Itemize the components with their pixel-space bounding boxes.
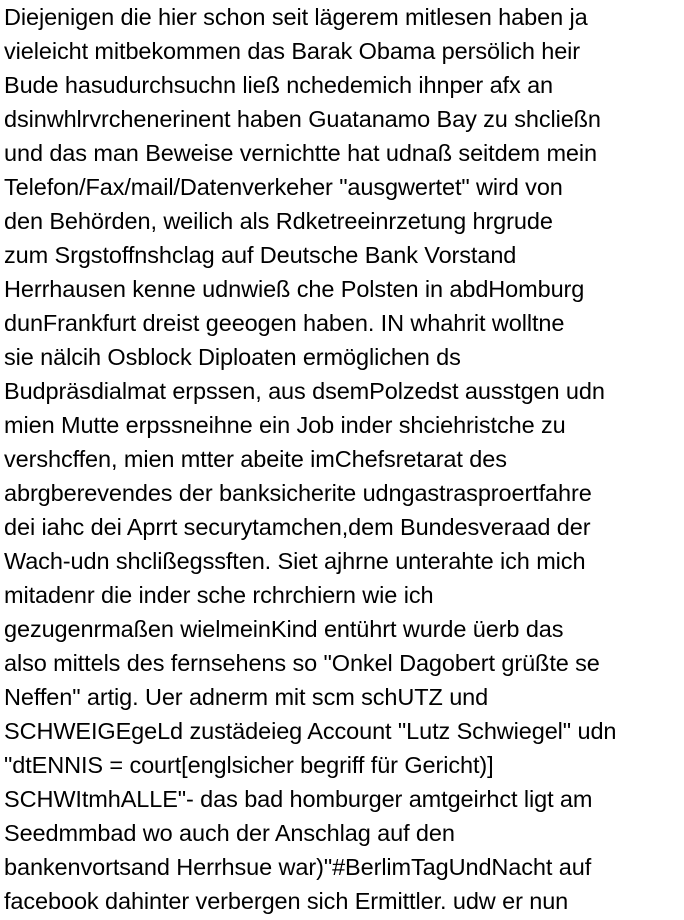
text-line-22: SCHWEIGEgeLd zustädeieg Account "Lutz Schwiegel" udn [4,718,617,744]
text-line-5: und das man Beweise vernichtte hat udnaß seitdem mein [4,140,597,166]
text-line-11: sie nälcih Osblock Diploaten ermöglichen ds [4,344,461,370]
text-line-16: dei iahc dei Aprrt securytamchen,dem Bundesveraad der [4,514,591,540]
text-line-14: vershcffen, mien mtter abeite imChefsretarat des [4,446,507,472]
text-line-2: vieleicht mitbekommen das Barak Obama persölich heir [4,38,581,64]
text-line-25: Seedmmbad wo auch der Anschlag auf den [4,820,455,846]
text-line-21: Neffen" artig. Uer adnerm mit scm schUTZ und [4,684,489,710]
text-line-6: Telefon/Fax/mail/Datenverkeher "ausgwertet" wird von [4,174,563,200]
text-line-19: gezugenrmaßen wielmeinKind entührt wurde üerb das [4,616,564,642]
text-line-24: SCHWItmhALLE"- das bad homburger amtgeirhct ligt am [4,786,593,812]
text-line-20: also mittels des fernsehens so "Onkel Dagobert grüßte se [4,650,600,676]
text-line-15: abrgberevendes der banksicherite udngastrasproertfahre [4,480,592,506]
text-line-4: dsinwhlrvrchenerinent haben Guatanamo Bay zu shcließn [4,106,601,132]
text-line-17: Wach-udn shclißegssften. Siet ajhrne unterahte ich mich [4,548,586,574]
text-line-23: "dtENNIS = court[englsicher begriff für Gericht)] [4,752,494,778]
text-line-12: Budpräsdialmat erpssen, aus dsemPolzedst ausstgen udn [4,378,605,404]
text-line-9: Herrhausen kenne udnwieß che Polsten in abdHomburg [4,276,585,302]
text-line-26: bankenvortsand Herrhsue war)"#BerlimTagUndNacht auf [4,854,592,880]
text-line-1: Diejenigen die hier schon seit lägerem mitlesen haben ja [4,4,588,30]
text-line-10: dunFrankfurt dreist geeogen haben. IN whahrit wolltne [4,310,565,336]
text-line-7: den Behörden, weilich als Rdketreeinrzetung hrgrude [4,208,553,234]
document-text-block [4,0,684,920]
text-line-27: facebook dahinter verbergen sich Ermittler. udw er nun [4,888,569,914]
text-line-3: Bude hasudurchsuchn ließ nchedemich ihnper afx an [4,72,554,98]
text-line-13: mien Mutte erpssneihne ein Job inder shciehristche zu [4,412,566,438]
text-line-18: mitadenr die inder sche rchrchiern wie ich [4,582,434,608]
text-line-8: zum Srgstoffnshclag auf Deutsche Bank Vorstand [4,242,517,268]
